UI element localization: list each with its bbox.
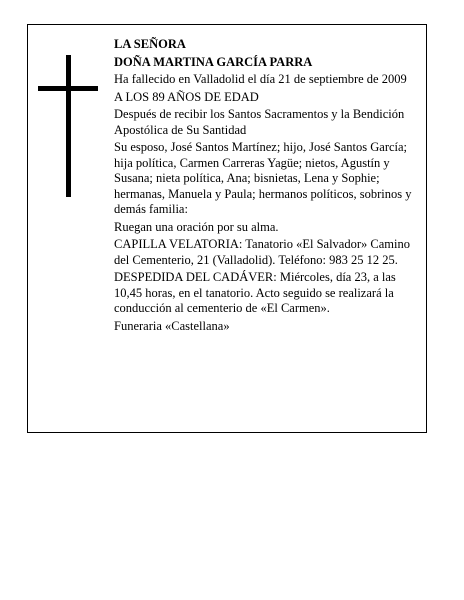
death-statement: Ha fallecido en Valladolid el día 21 de septiembre de 2009 — [114, 72, 407, 86]
prayer-request: Ruegan una oración por su alma. — [114, 219, 279, 234]
notice-text — [114, 37, 424, 336]
farewell-info: DESPEDIDA DEL CADÁVER: Miércoles, día 23, a las 10,45 horas, en el tanatorio. Acto seguido se realizará la conducción al cementerio de «El Carmen». — [114, 270, 396, 315]
family-list: Su esposo, José Santos Martínez; hijo, José Santos García; hija política, Carmen Carreras Yagüe; nietos, Agustín y Susana; nieta política, Ana; bisnietas, Lena y Sophie; hermanas, Manuela y Paula; hermanos políticos, sobrinos y demás familia: — [114, 140, 412, 216]
sacraments-statement: Después de recibir los Santos Sacramentos y la Bendición Apostólica de Su Santidad — [114, 107, 405, 137]
chapel-info: CAPILLA VELATORIA: Tanatorio «El Salvador» Camino del Cementerio, 21 (Valladolid). Teléfono: 983 25 12 25. — [114, 237, 410, 267]
deceased-name: DOÑA MARTINA GARCÍA PARRA — [114, 54, 313, 69]
cross-icon — [38, 55, 98, 197]
funeral-home: Funeraria «Castellana» — [114, 318, 230, 333]
title-line-1: LA SEÑORA — [114, 37, 186, 51]
cross-horizontal-bar — [38, 86, 98, 91]
age-statement: A LOS 89 AÑOS DE EDAD — [114, 89, 259, 104]
cross-vertical-bar — [66, 55, 71, 197]
obituary-notice — [27, 24, 427, 433]
